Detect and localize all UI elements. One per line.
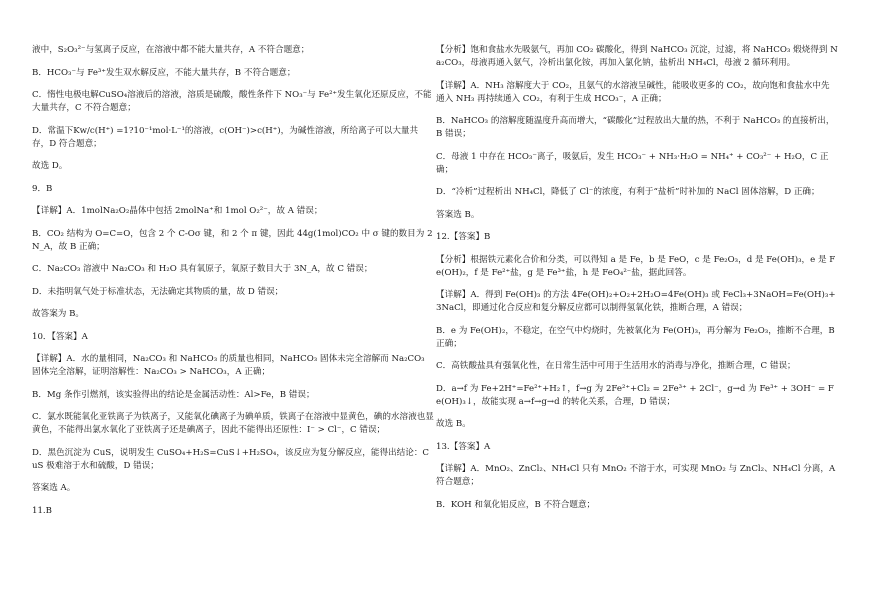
paragraph: B．e 为 Fe(OH)₂，不稳定，在空气中灼烧时，先被氧化为 Fe(OH)₃，再分解为 Fe₂O₃，推断不合理，B 正确；	[436, 325, 835, 349]
answer-heading: 10．【答案】A	[32, 331, 88, 342]
paragraph: D．a→f 为 Fe+2H⁺=Fe²⁺+H₂↑，f→g 为 2Fe²⁺+Cl₂ = 2Fe³⁺ + 2Cl⁻，g→d 为 Fe³⁺ + 3OH⁻ = Fe(OH)₃↓，故能实现 a→f→g→d 的转化关系，合理，D 错误；	[436, 383, 834, 407]
paragraph: 答案选 B。	[436, 209, 480, 220]
paragraph: 液中，S₂O₃²⁻与氢离子反应，在溶液中都不能大量共存，A 不符合题意；	[32, 45, 310, 55]
answer-heading: 11.B	[32, 505, 52, 516]
paragraph: B．NaHCO₃ 的溶解度随温度升高而增大，“碳酸化”过程放出大量的热，不利于 NaHCO₃ 的直接析出，B 错误；	[436, 116, 835, 139]
paragraph: D．未指明氧气处于标准状态，无法确定其物质的量，故 D 错误；	[32, 286, 284, 297]
paragraph: 【详解】A．NH₃ 溶解度大于 CO₂，且氨气的水溶液呈碱性，能吸收更多的 CO₂，故向饱和食盐水中先通入 NH₃ 再持续通入 CO₂，有利于生成 HCO₃⁻，A 正确；	[436, 80, 830, 104]
paragraph: 【详解】A．水的量相同，Na₂CO₃ 和 NaHCO₃ 的质量也相同，NaHCO₃ 固体未完全溶解而 Na₂CO₃ 固体完全溶解，证明溶解性：Na₂CO₃ > NaHCO₃，A 正确；	[32, 354, 425, 377]
paragraph: C．母液 1 中存在 HCO₃⁻离子，吸氨后，发生 HCO₃⁻ + NH₃·H₂O = NH₄⁺ + CO₃²⁻ + H₂O，C 正确；	[436, 151, 829, 175]
paragraph: C．惰性电极电解CuSO₄溶液后的溶液，溶质是硫酸，酸性条件下 NO₃⁻与 Fe²⁺发生氧化还原反应，不能大量共存，C 不符合题意；	[32, 90, 432, 113]
answer-heading: 12.【答案】B	[436, 232, 491, 242]
paragraph: 故答案为 B。	[32, 309, 85, 319]
paragraph: 故选 B。	[436, 419, 471, 429]
paragraph: B．HCO₃⁻与 Fe³⁺发生双水解反应，不能大量共存，B 不符合题意；	[32, 67, 296, 78]
paragraph: C．Na₂CO₃ 溶液中 Na₂CO₃ 和 H₂O 具有氧原子，氧原子数目大于 3N_A，故 C 错误；	[32, 264, 373, 274]
paragraph: 【详解】A．得到 Fe(OH)₃ 的方法 4Fe(OH)₂+O₂+2H₂O=4Fe(OH)₃ 或 FeCl₃+3NaOH=Fe(OH)₃+3NaCl，即通过化合反应和复分解反应都可以制得氢氧化铁，推断合理，A 错误；	[436, 290, 836, 313]
paragraph: C．高铁酸盐具有强氧化性，在日常生活中可用于生活用水的消毒与净化，推断合理，C 错误；	[436, 361, 796, 371]
paragraph: D．“冷析”过程析出 NH₄Cl，降低了 Cl⁻的浓度，有利于“盐析”时补加的 NaCl 固体溶解，D 正确；	[436, 187, 820, 197]
paragraph: 【分析】饱和食盐水先吸氨气，再加 CO₂ 碳酸化，得到 NaHCO₃ 沉淀，过滤，将 NaHCO₃ 煅烧得到 Na₂CO₃，母液再通入氨气，冷析出氯化铵，再加入氯化钠，盐析出 NH₄Cl，母液 2 循环利用。	[436, 45, 838, 68]
paragraph: C．氯水既能氧化亚铁离子为铁离子，又能氧化碘离子为碘单质，铁离子在溶液中显黄色，碘的水溶液也显黄色，不能得出氯水氧化了亚铁离子还是碘离子，因此不能得出还原性：I⁻ > Cl⁻，C 错误；	[32, 412, 434, 435]
paragraph: 【详解】A．1molNa₂O₂晶体中包括 2molNa⁺和 1mol O₂²⁻，故 A 错误；	[32, 206, 323, 216]
paragraph: B．KOH 和氧化铝反应，B 不符合题意；	[436, 499, 596, 510]
paragraph: B．Mg 条作引燃剂，该实验得出的结论是金属活动性：Al>Fe，B 错误；	[32, 389, 315, 400]
right-column	[436, 44, 838, 521]
paragraph: D．黑色沉淀为 CuS，说明发生 CuSO₄+H₂S=CuS↓+H₂SO₄，该反应为复分解反应，能得出结论：CuS 极难溶于水和硫酸，D 错误；	[32, 447, 429, 471]
left-column	[32, 44, 434, 527]
paragraph: 【详解】A．MnO₂、ZnCl₂、NH₄Cl 只有 MnO₂ 不溶于水，可实现 MnO₂ 与 ZnCl₂、NH₄Cl 分离，A 符合题意；	[436, 464, 836, 487]
answer-heading: 9．B	[32, 183, 53, 194]
answer-heading: 13.【答案】A	[436, 441, 491, 452]
paragraph: 故选 D。	[32, 161, 68, 171]
paragraph: 答案选 A。	[32, 483, 76, 493]
paragraph: D．常温下Kw/c(H⁺) =1?10⁻¹mol·L⁻¹的溶液，c(OH⁻)>c(H⁺)，为碱性溶液，所给离子可以大量共存，D 符合题意；	[32, 125, 419, 149]
paragraph: 【分析】根据铁元素化合价和分类，可以得知 a 是 Fe，b 是 FeO，c 是 Fe₂O₃，d 是 Fe(OH)₃，e 是 Fe(OH)₂，f 是 Fe²⁺盐，g 是 Fe³⁺盐，h 是 FeO₄²⁻盐，据此回答。	[436, 254, 836, 278]
paragraph: B．CO₂ 结构为 O=C=O，包含 2 个 C-Oσ 键，和 2 个 π 键，因此 44g(1mol)CO₂ 中 σ 键的数目为 2N_A，故 B 正确；	[32, 228, 433, 252]
